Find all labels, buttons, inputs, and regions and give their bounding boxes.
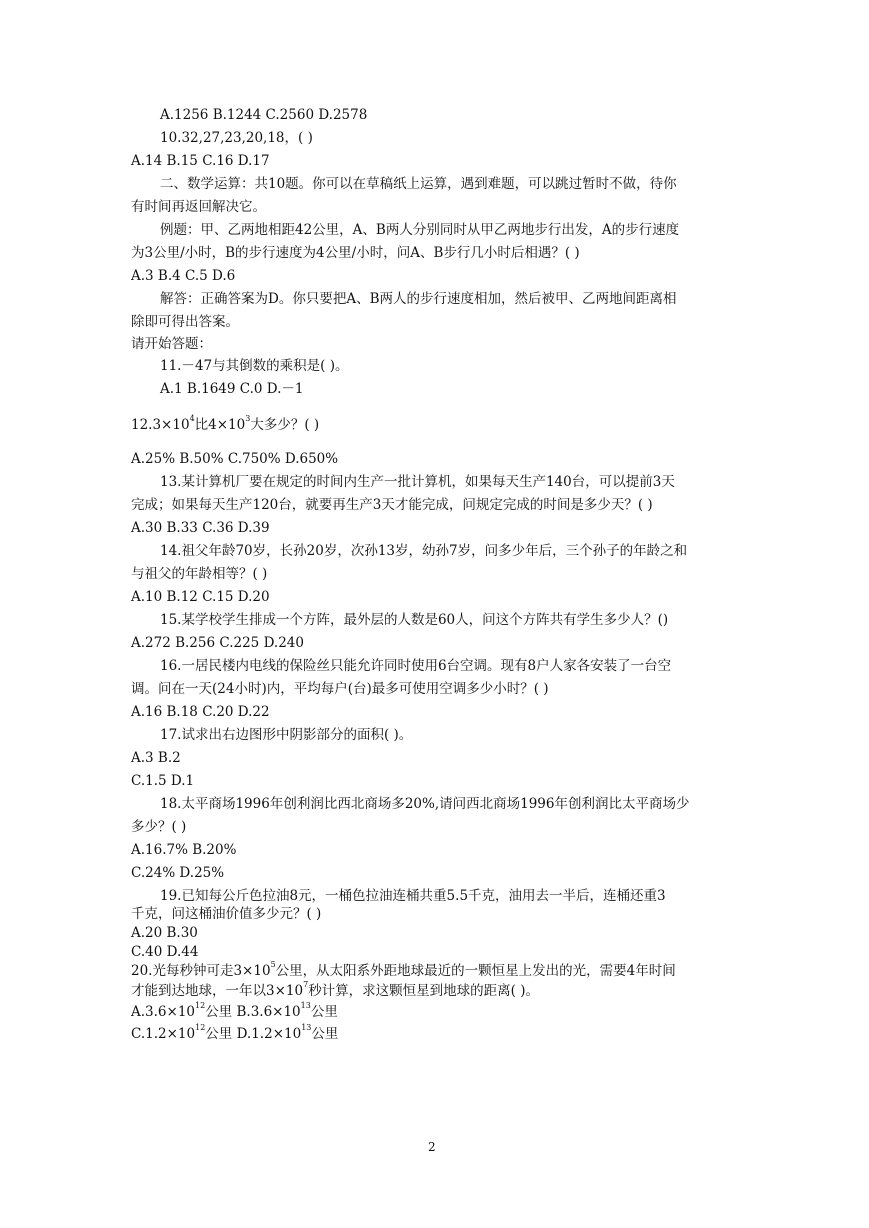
q15-options: A.272 B.256 C.225 D.240 bbox=[131, 635, 304, 651]
q19-options: C.40 D.44 bbox=[131, 944, 199, 960]
q18-options: A.16.7% B.20% bbox=[131, 842, 237, 858]
q19-options: A.20 B.30 bbox=[131, 925, 198, 941]
q18-text: 18.太平商场1996年创利润比西北商场多20%,请问西北商场1996年创利润比太平商场少 bbox=[160, 796, 690, 812]
example-line: 例题：甲、乙两地相距42公里，A、B两人分别同时从甲乙两地步行出发，A的步行速度 bbox=[160, 222, 680, 238]
q11-options: A.1 B.1649 C.0 D.－1 bbox=[160, 381, 304, 397]
q13-options: A.30 B.33 C.36 D.39 bbox=[131, 520, 270, 536]
q12-options: A.25% B.50% C.750% D.650% bbox=[131, 451, 339, 467]
page-number: 2 bbox=[428, 1140, 436, 1154]
example-line: 为3公里/小时，B的步行速度为4公里/小时，问A、B步行几小时后相遇？( ) bbox=[131, 245, 580, 261]
q17-options: A.3 B.2 bbox=[131, 750, 181, 766]
q13-text: 13.某计算机厂要在规定的时间内生产一批计算机，如果每天生产140台，可以提前3天 bbox=[160, 474, 675, 490]
answer-line: 解答：正确答案为D。你只要把A、B两人的步行速度相加，然后被甲、乙两地间距离相 bbox=[160, 291, 677, 307]
q19-text: 19.已知每公斤色拉油8元，一桶色拉油连桶共重5.5千克，油用去一半后，连桶还重3 bbox=[160, 888, 666, 904]
q17-options: C.1.5 D.1 bbox=[131, 773, 195, 789]
section-heading-line: 有时间再返回解决它。 bbox=[131, 199, 266, 215]
q20-options: $A.3.6\times 10^{12}$公里 $B.3.6\times 10^{13}$公里 bbox=[131, 1001, 338, 1020]
q18-text: 多少？( ) bbox=[131, 819, 187, 835]
section-heading-line: 二、数学运算：共10题。你可以在草稿纸上运算，遇到难题，可以跳过暂时不做，待你 bbox=[160, 176, 677, 192]
q12-text: $12.3\times 10^4$比$4\times 10^3$大多少？( ) bbox=[131, 414, 320, 433]
q14-options: A.10 B.12 C.15 D.20 bbox=[131, 589, 270, 605]
q10-options: A.14 B.15 C.16 D.17 bbox=[131, 153, 270, 169]
answer-line: 除即可得出答案。 bbox=[131, 314, 239, 330]
q10-text: 10.32,27,23,20,18，( ) bbox=[160, 130, 313, 146]
q9-options: A.1256 B.1244 C.2560 D.2578 bbox=[160, 107, 368, 123]
q11-text: 11.－47与其倒数的乘积是( )。 bbox=[160, 358, 349, 374]
q20-text: 才能到达地球，一年以$3\times 10^7$秒计算，求这颗恒星到地球的距离( )。 bbox=[131, 980, 540, 999]
q14-text: 14.祖父年龄70岁，长孙20岁，次孙13岁，幼孙7岁，问多少年后，三个孙子的年龄之和 bbox=[160, 543, 688, 559]
q19-text: 千克，问这桶油价值多少元？( ) bbox=[131, 906, 322, 922]
q16-text: 16.一居民楼内电线的保险丝只能允许同时使用6台空调。现有8户人家各安装了一台空 bbox=[160, 658, 672, 674]
q20-text: 20.光每秒钟可走$3\times 10^5$公里，从太阳系外距地球最近的一颗恒星上发出的光，需要4年时间 bbox=[131, 960, 676, 979]
q17-text: 17.试求出右边图形中阴影部分的面积( )。 bbox=[160, 727, 413, 743]
q16-text: 调。问在一天(24小时)内，平均每户(台)最多可使用空调多少小时？( ) bbox=[131, 681, 549, 697]
q13-text: 完成；如果每天生产120台，就要再生产3天才能完成，问规定完成的时间是多少天？( ) bbox=[131, 497, 653, 513]
q14-text: 与祖父的年龄相等？( ) bbox=[131, 566, 268, 582]
q18-options: C.24% D.25% bbox=[131, 865, 225, 881]
q15-text: 15.某学校学生排成一个方阵，最外层的人数是60人，问这个方阵共有学生多少人？() bbox=[160, 612, 669, 628]
q16-options: A.16 B.18 C.20 D.22 bbox=[131, 704, 270, 720]
example-options: A.3 B.4 C.5 D.6 bbox=[131, 268, 236, 284]
start-prompt: 请开始答题： bbox=[131, 336, 212, 352]
q20-options: $C.1.2\times 10^{12}$公里 $D.1.2\times 10^{13}$公里 bbox=[131, 1023, 339, 1042]
